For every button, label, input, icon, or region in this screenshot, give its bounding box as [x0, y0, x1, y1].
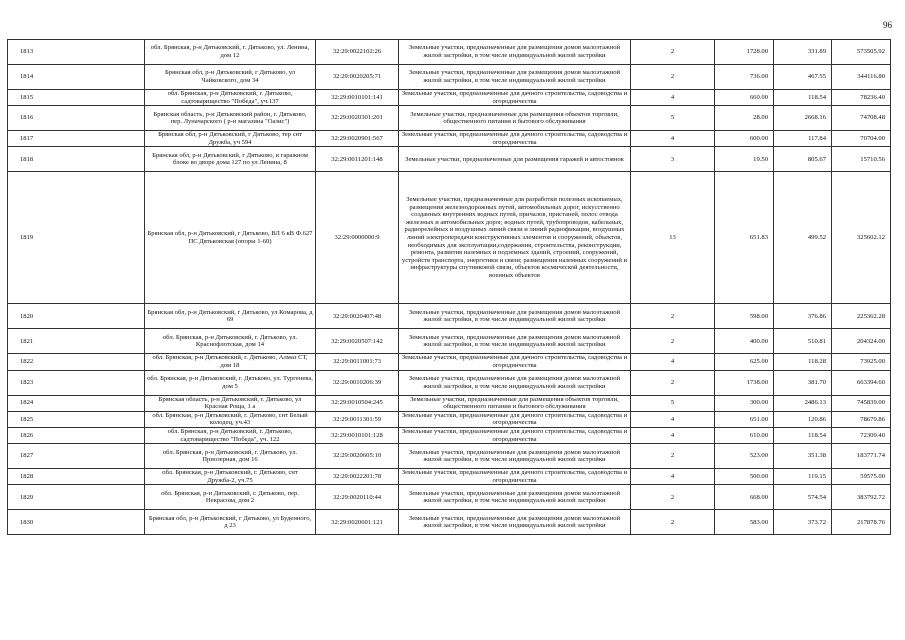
land-purpose-cell: Земельные участки, предназначенные для разработки полезных ископаемых, размещения железнодорожных путей, автомобильных дорог, искусственно созданных внутренних водных путей, причалов, пристаней, полос отвода железных и автомобильных дорог, водных путей, трубопроводов, кабельных, радиорелейных и воздушных линий связи и линий радиофикации, воздушных линий электропередачи конструктивных элементов и сооружений, объектов, необходимых для эксплуатации,содержания, строительства, реконструкции, ремонта, развития наземных и подземных зданий, строений, сооружений, устройств транспорта, энергетики и связи; размещения наземных сооружений и инфраструктуры спутниковой связи, объектов космической деятельности, военных объектов [399, 172, 631, 304]
land-purpose-cell: Земельные участки, предназначенные для дачного строительства, садоводства и огородничества [399, 427, 631, 443]
land-purpose-cell: Земельные участки, предназначенные для размещения домов малоэтажной жилой застройки, в том числе индивидуальной жилой застройки [399, 444, 631, 469]
cadastral-number-cell: 32:29:0000000:9 [316, 172, 399, 304]
cadastral-value-cell: 204324.00 [832, 329, 891, 354]
specific-value-cell: 499.52 [774, 172, 832, 304]
area-cell: 400.00 [715, 329, 774, 354]
cadastral-value-cell: 325602.12 [832, 172, 891, 304]
area-cell: 610.00 [715, 427, 774, 443]
cadastral-value-cell: 15710.56 [832, 147, 891, 172]
group-number-cell: 2 [631, 304, 715, 329]
row-number: 1819 [8, 172, 145, 304]
address-cell: обл. Брянская, р-н Дятьковский, г. Дятьково, ул. Ленина, дом 12 [145, 40, 316, 65]
table-row [8, 469, 891, 485]
table-row [8, 65, 891, 90]
land-purpose-cell: Земельные участки, предназначенные для размещения гаражей и автостоянок [399, 147, 631, 172]
address-cell: обл. Брянская, р-н Дятьковский, г. Дятьково, садтоварищество "Победа", уч. 122 [145, 427, 316, 443]
cadastral-number-cell: 32:29:0022201:78 [316, 469, 399, 485]
area-cell: 736.00 [715, 65, 774, 90]
table-row [8, 411, 891, 427]
cadastral-number-cell: 32:29:0010101:141 [316, 90, 399, 106]
specific-value-cell: 120.86 [774, 411, 832, 427]
address-cell: Брянская обл, р-н Дятьковский, г Дятьково, ул Комарова, д 69 [145, 304, 316, 329]
cadastral-number-cell: 32:29:0022102:26 [316, 40, 399, 65]
cadastral-value-cell: 78679.86 [832, 411, 891, 427]
land-purpose-cell: Земельные участки, предназначенные для размещения домов малоэтажной жилой застройки, в том числе индивидуальной жилой застройки [399, 304, 631, 329]
specific-value-cell: 376.86 [774, 304, 832, 329]
area-cell: 660.00 [715, 90, 774, 106]
table-row [8, 395, 891, 411]
cadastral-number-cell: 32:29:0020301:201 [316, 106, 399, 131]
land-purpose-cell: Земельные участки, предназначенные для размещения домов малоэтажной жилой застройки, в том числе индивидуальной жилой застройки [399, 485, 631, 510]
land-purpose-cell: Земельные участки, предназначенные для размещения домов малоэтажной жилой застройки, в том числе индивидуальной жилой застройки [399, 329, 631, 354]
specific-value-cell: 2668.16 [774, 106, 832, 131]
row-number: 1818 [8, 147, 145, 172]
row-number: 1828 [8, 469, 145, 485]
cadastral-number-cell: 32:29:0011001:73 [316, 354, 399, 370]
table-row [8, 131, 891, 147]
table-row [8, 329, 891, 354]
page-number: 96 [883, 20, 892, 30]
specific-value-cell: 2486.13 [774, 395, 832, 411]
cadastral-value-cell: 344116.80 [832, 65, 891, 90]
row-number: 1821 [8, 329, 145, 354]
address-cell: обл. Брянская, р-н Дятьковский, г. Дятьково, снт Дружба-2, уч.75 [145, 469, 316, 485]
specific-value-cell: 510.81 [774, 329, 832, 354]
group-number-cell: 13 [631, 172, 715, 304]
table-row [8, 304, 891, 329]
area-cell: 598.00 [715, 304, 774, 329]
land-purpose-cell: Земельные участки, предназначенные для дачного строительства, садоводства и огородничества [399, 469, 631, 485]
row-number: 1829 [8, 485, 145, 510]
address-cell: Брянская обл, р-н Дятьковский, г Дятьково, в гаражном блоке во дворе дома 127 по ул Ленина, 8 [145, 147, 316, 172]
cadastral-number-cell: 32:29:0020507:142 [316, 329, 399, 354]
specific-value-cell: 118.54 [774, 90, 832, 106]
cadastral-number-cell: 32:29:0020110:44 [316, 485, 399, 510]
row-number: 1815 [8, 90, 145, 106]
specific-value-cell: 331.89 [774, 40, 832, 65]
address-cell: обл. Брянская, р-н Дятьковский, г. Дятьково, Алмаз СТ, дом 18 [145, 354, 316, 370]
cadastral-value-cell: 663394.60 [832, 370, 891, 395]
row-number: 1817 [8, 131, 145, 147]
cadastral-value-cell: 74708.48 [832, 106, 891, 131]
row-number: 1820 [8, 304, 145, 329]
row-number: 1824 [8, 395, 145, 411]
row-number: 1823 [8, 370, 145, 395]
row-number: 1813 [8, 40, 145, 65]
row-number: 1830 [8, 510, 145, 535]
table-row [8, 90, 891, 106]
land-purpose-cell: Земельные участки, предназначенные для дачного строительства, садоводства и огородничества [399, 131, 631, 147]
row-number: 1827 [8, 444, 145, 469]
table-row [8, 147, 891, 172]
land-purpose-cell: Земельные участки, предназначенные для размещения домов малоэтажной жилой застройки, в том числе индивидуальной жилой застройки [399, 65, 631, 90]
specific-value-cell: 351.38 [774, 444, 832, 469]
row-number: 1826 [8, 427, 145, 443]
cadastral-value-cell: 183771.74 [832, 444, 891, 469]
specific-value-cell: 373.72 [774, 510, 832, 535]
specific-value-cell: 805.67 [774, 147, 832, 172]
cadastral-number-cell: 32:29:0010206:39 [316, 370, 399, 395]
land-purpose-cell: Земельные участки, предназначенные для размещения объектов торговли, общественного питания и бытового обслуживания [399, 395, 631, 411]
table-row [8, 427, 891, 443]
land-purpose-cell: Земельные участки, предназначенные для дачного строительства, садоводства и огородничества [399, 90, 631, 106]
area-cell: 300.00 [715, 395, 774, 411]
cadastral-value-cell: 72309.40 [832, 427, 891, 443]
specific-value-cell: 574.54 [774, 485, 832, 510]
area-cell: 600.00 [715, 131, 774, 147]
address-cell: Брянская область, р-н Дятьковский, г. Дятьково, ул Красная Роща, 1 а [145, 395, 316, 411]
group-number-cell: 2 [631, 329, 715, 354]
address-cell: Брянская область, р-н Дятьковский район, г. Дятьково, пер. Луначарского ( р-н магазина "Оазис") [145, 106, 316, 131]
area-cell: 625.00 [715, 354, 774, 370]
cadastral-number-cell: 32:29:0020601:121 [316, 510, 399, 535]
cadastral-value-cell: 78236.40 [832, 90, 891, 106]
area-cell: 668.00 [715, 485, 774, 510]
row-number: 1816 [8, 106, 145, 131]
table-row [8, 354, 891, 370]
address-cell: Брянская обл, р-н Дятьковский, г Дятьково, тер снт Дружба, уч 594 [145, 131, 316, 147]
cadastral-number-cell: 32:29:0020407:48 [316, 304, 399, 329]
cadastral-value-table [7, 39, 891, 535]
address-cell: обл. Брянская, р-н Дятьковский, г. Дятьково, снт Белый колодец, уч.43 [145, 411, 316, 427]
specific-value-cell: 118.28 [774, 354, 832, 370]
specific-value-cell: 117.84 [774, 131, 832, 147]
row-number: 1822 [8, 354, 145, 370]
land-purpose-cell: Земельные участки, предназначенные для размещения домов малоэтажной жилой застройки, в том числе индивидуальной жилой застройки [399, 370, 631, 395]
cadastral-value-cell: 225362.28 [832, 304, 891, 329]
address-cell: обл. Брянская, р-н Дятьковский, г. Дятьково, ул. Приозерная, дом 16 [145, 444, 316, 469]
area-cell: 1728.00 [715, 40, 774, 65]
table-row [8, 370, 891, 395]
cadastral-value-cell: 383792.72 [832, 485, 891, 510]
cadastral-number-cell: 32:29:0020901:567 [316, 131, 399, 147]
address-cell: Брянская обл, р-н Дятьковский, г Дятьково, ВЛ 6 кВ Ф.627 ПС Дятьковская (опоры 1-60) [145, 172, 316, 304]
area-cell: 651.83 [715, 172, 774, 304]
table-row [8, 106, 891, 131]
area-cell: 1738.00 [715, 370, 774, 395]
address-cell: Брянская обл, р-н Дятьковский, г Дятьково, ул Чайковского, дом 34 [145, 65, 316, 90]
group-number-cell: 4 [631, 411, 715, 427]
cadastral-number-cell: 32:29:0010101:128 [316, 427, 399, 443]
group-number-cell: 3 [631, 147, 715, 172]
cadastral-value-cell: 73925.00 [832, 354, 891, 370]
address-cell: обл. Брянская, р-н Дятьковский, г. Дятьково, пер. Некрасова, дом 2 [145, 485, 316, 510]
area-cell: 651.00 [715, 411, 774, 427]
table-row [8, 510, 891, 535]
group-number-cell: 4 [631, 90, 715, 106]
cadastral-value-cell: 745839.00 [832, 395, 891, 411]
group-number-cell: 4 [631, 131, 715, 147]
cadastral-number-cell: 32:29:0011301:59 [316, 411, 399, 427]
row-number: 1814 [8, 65, 145, 90]
table-row [8, 444, 891, 469]
group-number-cell: 2 [631, 485, 715, 510]
land-purpose-cell: Земельные участки, предназначенные для размещения домов малоэтажной жилой застройки, в том числе индивидуальной жилой застройки [399, 510, 631, 535]
group-number-cell: 5 [631, 106, 715, 131]
specific-value-cell: 119.15 [774, 469, 832, 485]
table-row [8, 172, 891, 304]
group-number-cell: 2 [631, 444, 715, 469]
specific-value-cell: 381.70 [774, 370, 832, 395]
cadastral-value-cell: 70704.00 [832, 131, 891, 147]
group-number-cell: 4 [631, 469, 715, 485]
address-cell: Брянская обл, р-н Дятьковский, г Дятьково, ул Буденного, д 23 [145, 510, 316, 535]
group-number-cell: 2 [631, 510, 715, 535]
area-cell: 19.50 [715, 147, 774, 172]
area-cell: 28.00 [715, 106, 774, 131]
cadastral-number-cell: 32:29:0020205:71 [316, 65, 399, 90]
group-number-cell: 4 [631, 354, 715, 370]
specific-value-cell: 467.55 [774, 65, 832, 90]
group-number-cell: 5 [631, 395, 715, 411]
specific-value-cell: 118.54 [774, 427, 832, 443]
table-row [8, 485, 891, 510]
group-number-cell: 2 [631, 65, 715, 90]
table-row [8, 40, 891, 65]
group-number-cell: 4 [631, 427, 715, 443]
land-purpose-cell: Земельные участки, предназначенные для дачного строительства, садоводства и огородничества [399, 354, 631, 370]
address-cell: обл. Брянская, р-н Дятьковский, г. Дятьково, ул. Краснофлотская, дом 14 [145, 329, 316, 354]
cadastral-number-cell: 32:29:0010504:245 [316, 395, 399, 411]
area-cell: 583.00 [715, 510, 774, 535]
address-cell: обл. Брянская, р-н Дятьковский, г. Дятьково, садтоварищество "Победа", уч.137 [145, 90, 316, 106]
cadastral-value-cell: 59575.00 [832, 469, 891, 485]
area-cell: 500.00 [715, 469, 774, 485]
cadastral-number-cell: 32:29:0020605:10 [316, 444, 399, 469]
land-purpose-cell: Земельные участки, предназначенные для размещения домов малоэтажной жилой застройки, в том числе индивидуальной жилой застройки [399, 40, 631, 65]
cadastral-value-cell: 217878.76 [832, 510, 891, 535]
cadastral-value-cell: 573505.92 [832, 40, 891, 65]
group-number-cell: 2 [631, 370, 715, 395]
cadastral-number-cell: 32:29:0011201:148 [316, 147, 399, 172]
address-cell: обл. Брянская, р-н Дятьковский, г. Дятьково, ул. Тургенева, дом 5 [145, 370, 316, 395]
land-purpose-cell: Земельные участки, предназначенные для размещения объектов торговли, общественного питания и бытового обслуживания [399, 106, 631, 131]
area-cell: 523.00 [715, 444, 774, 469]
row-number: 1825 [8, 411, 145, 427]
group-number-cell: 2 [631, 40, 715, 65]
land-purpose-cell: Земельные участки, предназначенные для дачного строительства, садоводства и огородничества [399, 411, 631, 427]
